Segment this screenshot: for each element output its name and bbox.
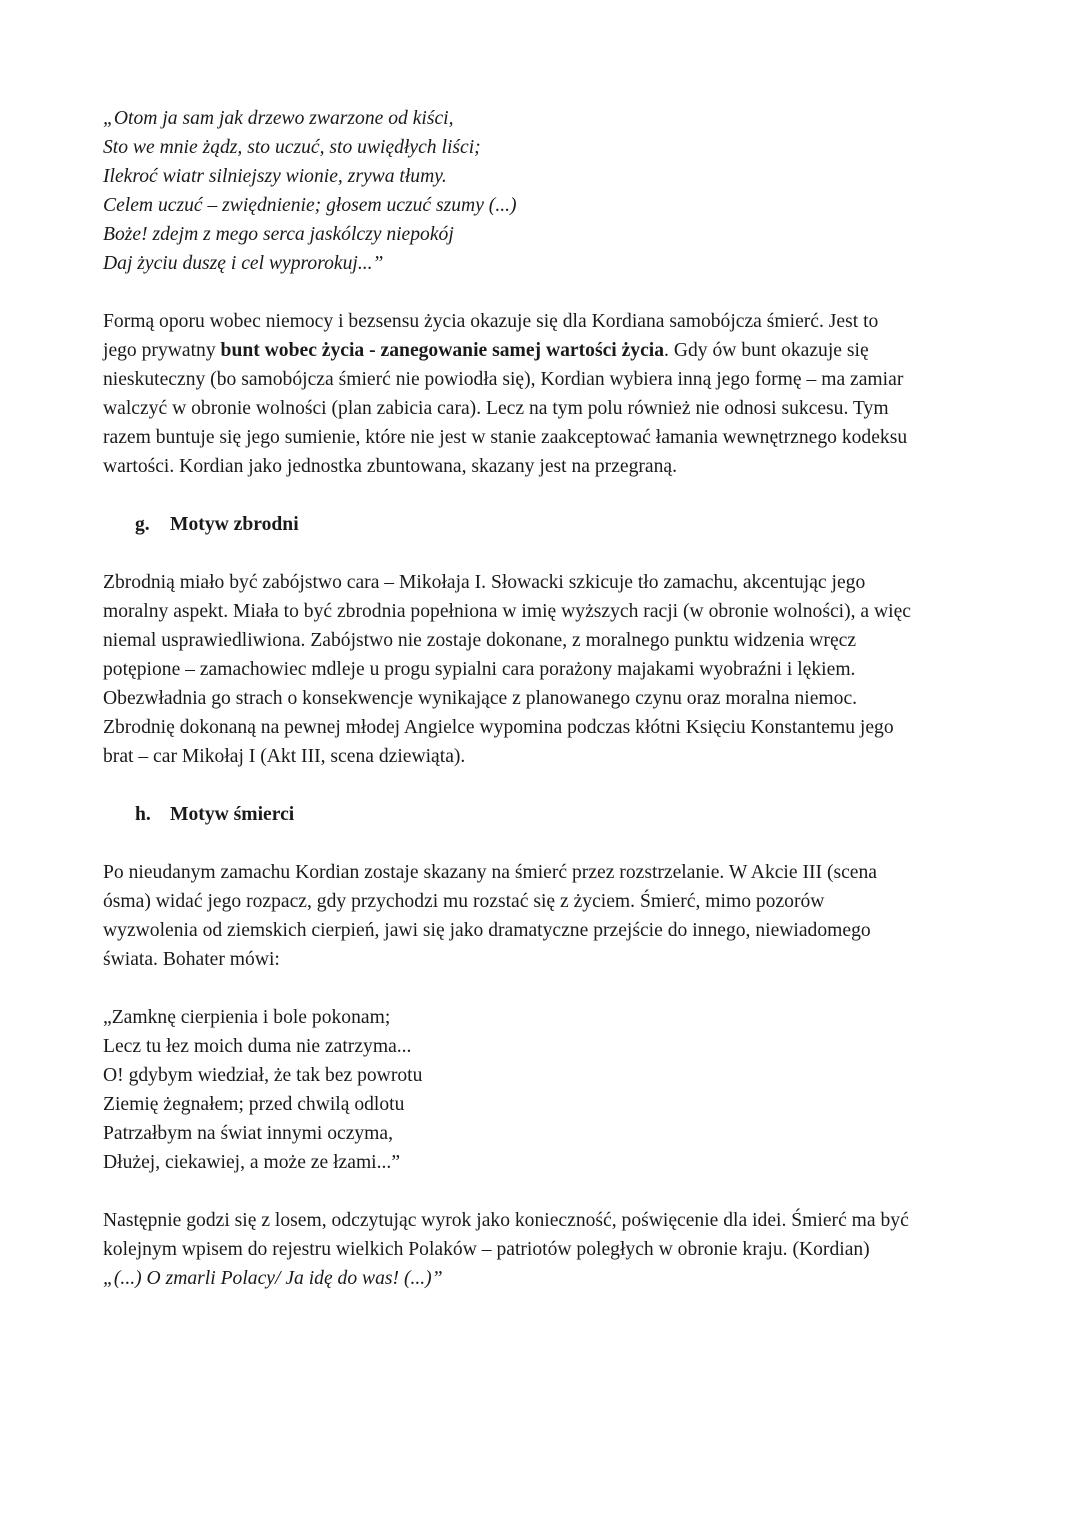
quote-line: Daj życiu duszę i cel wyprorokuj...”	[103, 253, 384, 274]
paragraph-line: walczyć w obronie wolności (plan zabicia cara). Lecz na tym polu również nie odnosi sukcesu. Tym	[103, 398, 889, 419]
paragraph-line: razem buntuje się jego sumienie, które nie jest w stanie zaakceptować łamania wewnętrznego kodeksu	[103, 427, 908, 448]
paragraph-line: brat – car Mikołaj I (Akt III, scena dziewiąta).	[103, 746, 466, 767]
closing-quote: „(...) O zmarli Polacy/ Ja idę do was! (...)”	[103, 1268, 443, 1289]
paragraph-line: świata. Bohater mówi:	[103, 949, 280, 970]
paragraph-line: kolejnym wpisem do rejestru wielkich Polaków – patriotów poległych w obronie kraju. (Kordian)	[103, 1239, 870, 1260]
quote-line: Ilekroć wiatr silniejszy wionie, zrywa tłumy.	[103, 166, 447, 187]
paragraph-line: Obezwładnia go strach o konsekwencje wynikające z planowanego czynu oraz moralna niemoc.	[103, 688, 858, 709]
paragraph-smierc	[103, 858, 1003, 974]
quote-line: Sto we mnie żądz, sto uczuć, sto uwiędłych liści;	[103, 137, 481, 158]
paragraph-line: potępione – zamachowiec mdleje u progu sypialni cara porażony majakami wyobraźni i lękiem.	[103, 659, 856, 680]
paragraph-line: wartości. Kordian jako jednostka zbuntowana, skazany jest na przegraną.	[103, 456, 677, 477]
quote-line: O! gdybym wiedział, że tak bez powrotu	[103, 1065, 423, 1086]
quote-line: Boże! zdejm z mego serca jaskólczy niepokój	[103, 224, 454, 245]
list-marker: h.	[135, 804, 151, 825]
text-run: . Gdy ów bunt okazuje się	[664, 340, 869, 361]
quote-line: Lecz tu łez moich duma nie zatrzyma...	[103, 1036, 412, 1057]
quote-line: „Otom ja sam jak drzewo zwarzone od kiści,	[103, 108, 454, 129]
quote-line: Dłużej, ciekawiej, a może ze łzami...”	[103, 1152, 401, 1173]
paragraph-line: nieskuteczny (bo samobójcza śmierć nie powiodła się), Kordian wybiera inną jego formę – ma zamiar	[103, 369, 904, 390]
document-body	[103, 104, 1003, 1293]
kordian-quote-death	[103, 1003, 1003, 1177]
paragraph-ending	[103, 1206, 1003, 1293]
paragraph-line: Po nieudanym zamachu Kordian zostaje skazany na śmierć przez rozstrzelanie. W Akcie III (scena	[103, 862, 877, 883]
paragraph-line: wyzwolenia od ziemskich cierpień, jawi się jako dramatyczne przejście do innego, niewiadomego	[103, 920, 871, 941]
paragraph-line: niemal usprawiedliwiona. Zabójstwo nie zostaje dokonane, z moralnego punktu widzenia wręcz	[103, 630, 857, 651]
quote-line: Celem uczuć – zwiędnienie; głosem uczuć szumy (...)	[103, 195, 517, 216]
paragraph-line	[103, 336, 1003, 365]
paragraph-line: Zbrodnią miało być zabójstwo cara – Mikołaja I. Słowacki szkicuje tło zamachu, akcentując jego	[103, 572, 866, 593]
heading-text: Motyw zbrodni	[170, 514, 299, 535]
paragraph-line: Formą oporu wobec niemocy i bezsensu życia okazuje się dla Kordiana samobójcza śmierć. Jest to	[103, 311, 879, 332]
quote-line: Patrzałbym na świat innymi oczyma,	[103, 1123, 394, 1144]
bold-emphasis: bunt wobec życia - zanegowanie samej wartości życia	[220, 340, 665, 361]
quote-line: Ziemię żegnałem; przed chwilą odlotu	[103, 1094, 405, 1115]
text-run: jego prywatny	[103, 340, 221, 361]
section-heading-zbrodnia	[135, 510, 1003, 539]
paragraph-line: Zbrodnię dokonaną na pewnej młodej Angielce wypomina podczas kłótni Księciu Konstantemu jego	[103, 717, 894, 738]
quote-line: „Zamknę cierpienia i bole pokonam;	[103, 1007, 391, 1028]
paragraph-line: Następnie godzi się z losem, odczytując wyrok jako konieczność, poświęcenie dla idei. Śmierć ma być	[103, 1210, 909, 1231]
paragraph-line: moralny aspekt. Miała to być zbrodnia popełniona w imię wyższych racji (w obronie wolności), a więc	[103, 601, 911, 622]
paragraph-bunt	[103, 307, 1003, 481]
heading-text: Motyw śmierci	[170, 804, 295, 825]
list-marker: g.	[135, 514, 150, 535]
section-heading-smierc	[135, 800, 1003, 829]
kordian-quote-tree	[103, 104, 1003, 278]
paragraph-zbrodnia	[103, 568, 1003, 771]
paragraph-line: ósma) widać jego rozpacz, gdy przychodzi mu rozstać się z życiem. Śmierć, mimo pozorów	[103, 891, 825, 912]
